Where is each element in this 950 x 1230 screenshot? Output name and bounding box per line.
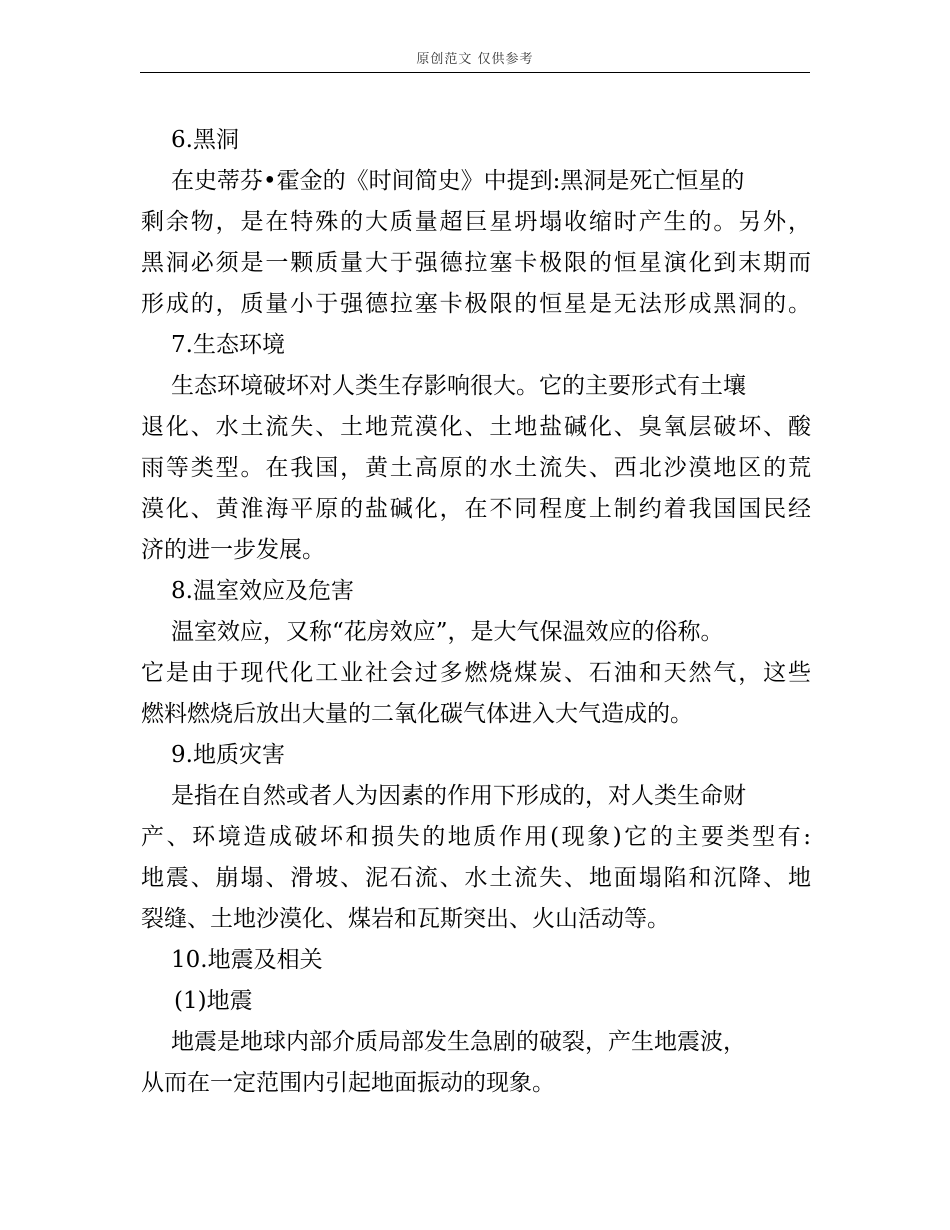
paragraph-line: 形成的，质量小于强德拉塞卡极限的恒星是无法形成黑洞的。 [141, 291, 811, 317]
section-heading-greenhouse: 8.温室效应及危害 [171, 578, 354, 604]
paragraph-line: 地震、崩塌、滑坡、泥石流、水土流失、地面塌陷和沉降、地 [141, 865, 811, 891]
paragraph-line: 燃料燃烧后放出大量的二氧化碳气体进入大气造成的。 [141, 701, 693, 727]
paragraph-line: 地震是地球内部介质局部发生急剧的破裂，产生地震波， [171, 1029, 746, 1055]
document-body [141, 120, 811, 1104]
paragraph-line: 生态环境破坏对人类生存影响很大。它的主要形式有土壤 [171, 373, 746, 399]
paragraph-line: 它是由于现代化工业社会过多燃烧煤炭、石油和天然气，这些 [141, 660, 811, 686]
paragraph-line: 在史蒂芬•霍金的《时间简史》中提到:黑洞是死亡恒星的 [171, 168, 745, 194]
paragraph-line: 从而在一定范围内引起地面振动的现象。 [141, 1070, 555, 1096]
paragraph-line: 温室效应，又称“花房效应”，是大气保温效应的俗称。 [171, 619, 724, 645]
header-text: 原创范文 仅供参考 [416, 52, 534, 67]
paragraph-line: 黑洞必须是一颗质量大于强德拉塞卡极限的恒星演化到末期而 [141, 250, 811, 276]
subsection-heading-earthquake: (1)地震 [174, 988, 253, 1014]
section-heading-ecology: 7.生态环境 [171, 332, 285, 358]
paragraph-line: 剩余物，是在特殊的大质量超巨星坍塌收缩时产生的。另外， [141, 209, 811, 235]
section-heading-black-hole: 6.黑洞 [171, 127, 239, 153]
paragraph-line: 裂缝、土地沙漠化、煤岩和瓦斯突出、火山活动等。 [141, 906, 670, 932]
paragraph-line: 是指在自然或者人为因素的作用下形成的，对人类生命财 [171, 783, 746, 809]
paragraph-line: 济的进一步发展。 [141, 537, 325, 563]
paragraph-line: 退化、水土流失、土地荒漠化、土地盐碱化、臭氧层破坏、酸 [141, 414, 811, 440]
page-header [140, 50, 810, 73]
paragraph-line: 雨等类型。在我国，黄土高原的水土流失、西北沙漠地区的荒 [141, 455, 811, 481]
section-heading-earthquake: 10.地震及相关 [171, 947, 323, 973]
section-heading-geohazard: 9.地质灾害 [171, 742, 285, 768]
paragraph-line: 漠化、黄淮海平原的盐碱化，在不同程度上制约着我国国民经 [141, 496, 811, 522]
paragraph-line: 产、环境造成破坏和损失的地质作用(现象)它的主要类型有: [141, 824, 811, 850]
